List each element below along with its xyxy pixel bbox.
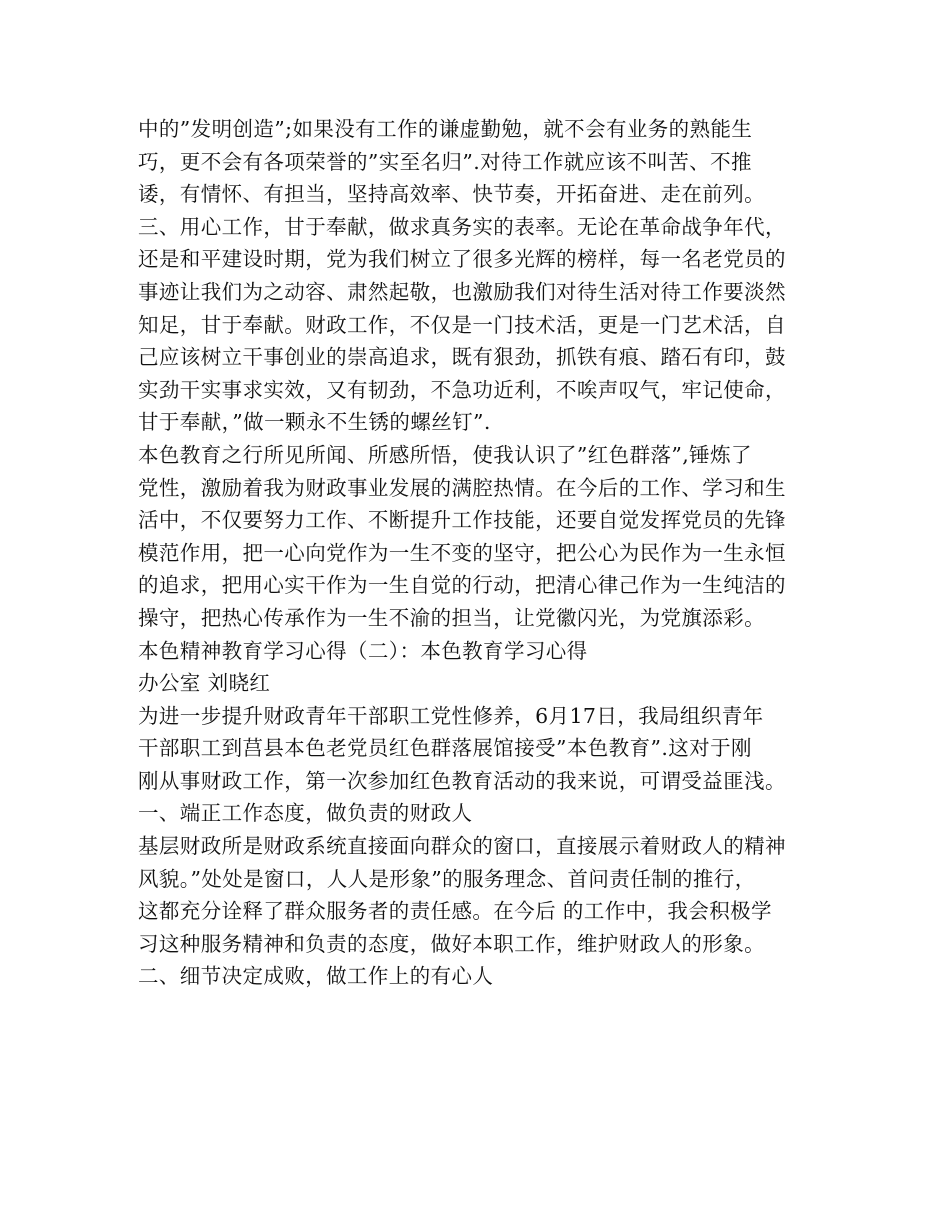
text-line: 习这种服务精神和负责的态度，做好本职工作，维护财政人的形象。	[138, 931, 765, 956]
text-line: 事迹让我们为之动容、肃然起敬，也激励我们对待生活对待工作要淡然	[138, 279, 786, 304]
text-line: 操守，把热心传承作为一生不渝的担当，让党徽闪光，为党旗添彩。	[138, 605, 765, 630]
text-line: 党性，激励着我为财政事业发展的满腔热情。在今后的工作、学习和生	[138, 475, 786, 500]
section-heading-line: 三、用心工作，甘于奉献，做求真务实的表率。无论在革命战争年代，	[138, 214, 786, 239]
text-line: 甘于奉献，”做一颗永不生锈的螺丝钉”.	[138, 410, 491, 435]
text-line: 本色教育之行所见所闻、所感所悟，使我认识了”红色群落”,锤炼了	[138, 442, 752, 467]
section-heading: 一、端正工作态度，做负责的财政人	[138, 801, 473, 826]
text-line: 为进一步提升财政青年干部职工党性修养，6月17日，我局组织青年	[138, 703, 764, 728]
text-line: 活中，不仅要努力工作、不断提升工作技能，还要自觉发挥党员的先锋	[138, 508, 786, 533]
document-page	[138, 113, 818, 993]
text-line: 刚从事财政工作，第一次参加红色教育活动的我来说，可谓受益匪浅。	[138, 768, 786, 793]
text-line: 风貌。”处处是窗口，人人是形象”的服务理念、首问责任制的推行，	[138, 866, 756, 891]
text-line: 这都充分诠释了群众服务者的责任感。在今后 的工作中，我会积极学	[138, 899, 772, 924]
text-line: 实劲干实事求实效，又有韧劲，不急功近利，不唉声叹气，牢记使命，	[138, 377, 786, 402]
text-line: 干部职工到莒县本色老党员红色群落展馆接受”本色教育”.这对于刚	[138, 736, 752, 761]
author-line: 办公室 刘晓红	[138, 671, 271, 696]
text-line: 模范作用，把一心向党作为一生不变的坚守，把公心为民作为一生永恒	[138, 540, 786, 565]
text-line: 知足，甘于奉献。财政工作，不仅是一门技术活，更是一门艺术活，自	[138, 312, 786, 337]
text-line: 己应该树立干事创业的崇高追求，既有狠劲，抓铁有痕、踏石有印，鼓	[138, 345, 786, 370]
text-line: 的追求，把用心实干作为一生自觉的行动，把清心律己作为一生纯洁的	[138, 573, 786, 598]
text-line: 诿，有情怀、有担当，坚持高效率、快节奏，开拓奋进、走在前列。	[138, 182, 765, 207]
text-line: 巧，更不会有各项荣誉的”实至名归”.对待工作就应该不叫苦、不推	[138, 149, 752, 174]
text-line: 还是和平建设时期，党为我们树立了很多光辉的榜样，每一名老党员的	[138, 247, 786, 272]
section-heading: 二、细节决定成败，做工作上的有心人	[138, 964, 494, 989]
text-line: 中的”发明创造”;如果没有工作的谦虚勤勉，就不会有业务的熟能生	[138, 117, 753, 141]
article-title: 本色精神教育学习心得（二）：本色教育学习心得	[138, 638, 588, 663]
text-line: 基层财政所是财政系统直接面向群众的窗口，直接展示着财政人的精神	[138, 834, 786, 859]
